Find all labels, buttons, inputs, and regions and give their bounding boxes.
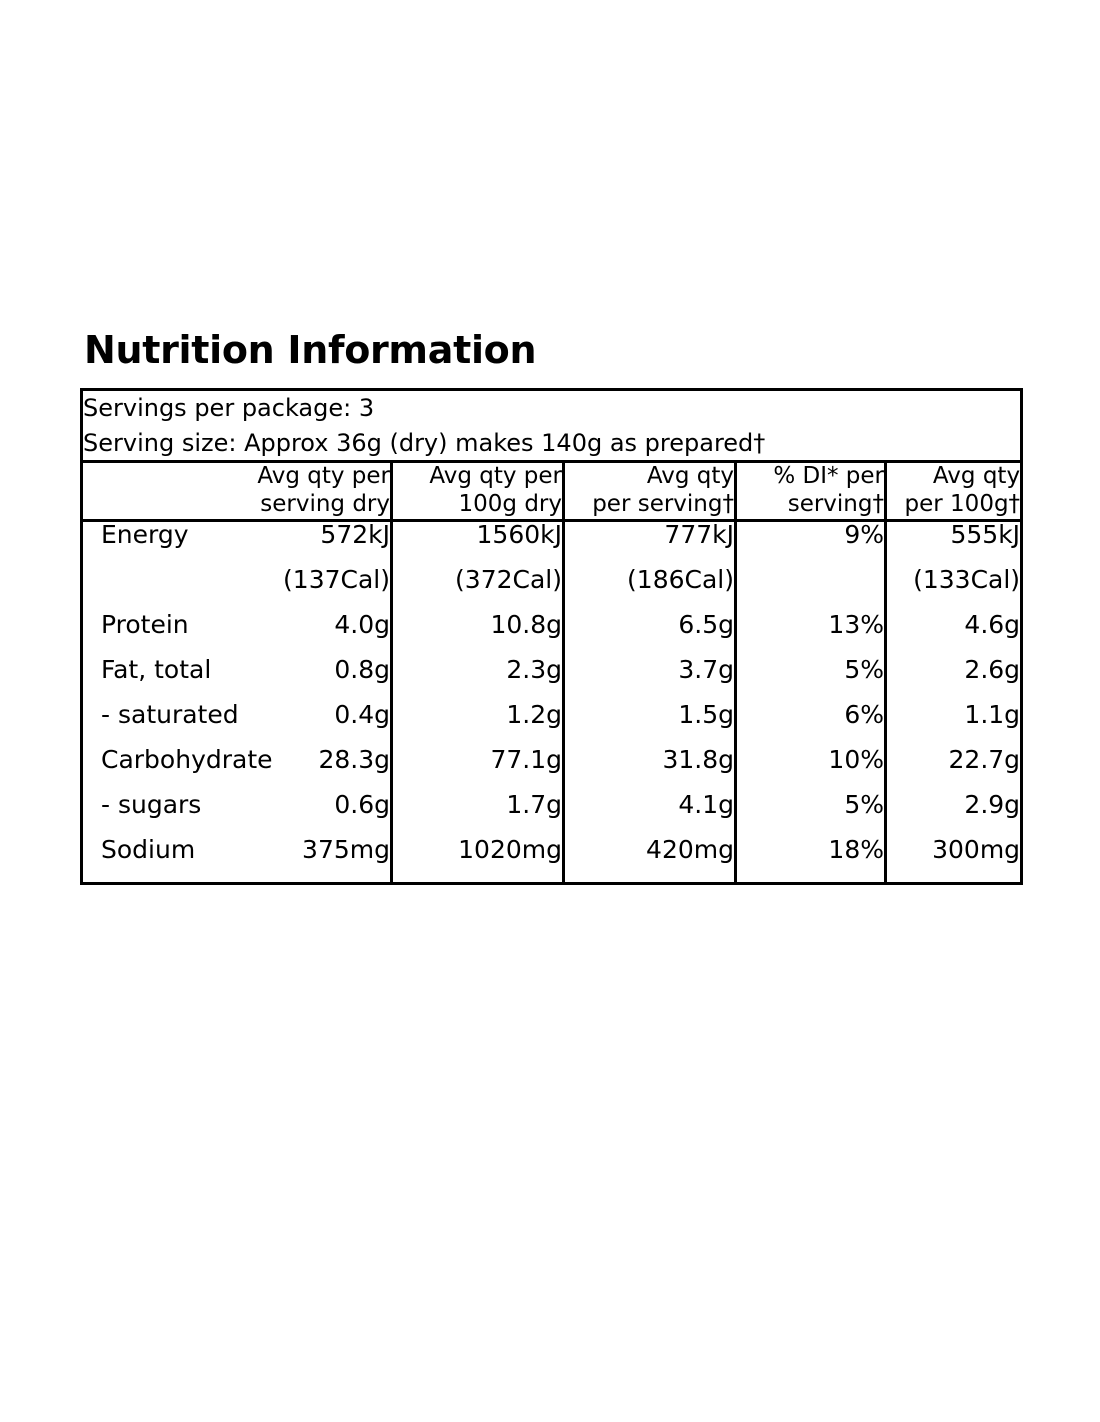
table-cell bbox=[393, 564, 562, 612]
table-cell bbox=[737, 567, 884, 612]
table-row bbox=[101, 519, 390, 567]
nutrient-value: 4.6g bbox=[964, 609, 1021, 639]
nutrient-value: 6.5g bbox=[678, 609, 734, 639]
nutrient-value: (137Cal) bbox=[283, 564, 390, 594]
table-cell bbox=[565, 699, 734, 747]
column-di-per-serving bbox=[736, 520, 886, 883]
header-line-2: per 100g† bbox=[904, 490, 1021, 517]
header-line-2: per serving† bbox=[592, 490, 734, 517]
table-cell bbox=[565, 654, 734, 702]
nutrient-value: 28.3g bbox=[318, 744, 390, 774]
nutrient-value: 300mg bbox=[932, 834, 1021, 864]
table-cell bbox=[393, 519, 562, 567]
column-header-per-100g bbox=[886, 462, 1022, 520]
nutrient-value: 1.1g bbox=[964, 699, 1021, 729]
nutrient-value: 13% bbox=[828, 609, 884, 639]
header-line-2: serving† bbox=[787, 490, 884, 517]
column-header-row bbox=[82, 462, 1022, 520]
nutrient-value: 77.1g bbox=[490, 744, 562, 774]
header-line-1: Avg qty bbox=[932, 463, 1021, 490]
serving-info-cell bbox=[82, 389, 1022, 462]
table-row bbox=[101, 789, 390, 837]
nutrient-label: Energy bbox=[101, 519, 189, 549]
nutrient-value: 9% bbox=[844, 519, 884, 549]
table-cell bbox=[393, 654, 562, 702]
nutrient-value: 555kJ bbox=[950, 519, 1021, 549]
table-cell bbox=[887, 699, 1021, 747]
nutrient-value: 2.6g bbox=[964, 654, 1021, 684]
nutrient-value: 31.8g bbox=[662, 744, 734, 774]
header-line-1: Avg qty bbox=[646, 463, 734, 490]
nutrition-information-panel bbox=[80, 330, 1020, 885]
column-header-100g-dry bbox=[392, 462, 564, 520]
table-cell bbox=[565, 519, 734, 567]
table-cell bbox=[565, 564, 734, 612]
nutrient-value: 1.2g bbox=[506, 699, 562, 729]
table-cell bbox=[887, 744, 1021, 792]
nutrient-label: Protein bbox=[101, 609, 189, 639]
header-line-2: 100g dry bbox=[458, 490, 562, 517]
nutrient-label: Sodium bbox=[101, 834, 196, 864]
nutrient-label: - sugars bbox=[101, 789, 202, 819]
column-header-per-serving bbox=[564, 462, 736, 520]
column-100g-dry bbox=[392, 520, 564, 883]
header-line-1: % DI* per bbox=[773, 463, 884, 490]
nutrient-value: 6% bbox=[844, 699, 884, 729]
table-cell bbox=[565, 609, 734, 657]
table-cell bbox=[737, 654, 884, 702]
nutrient-label: Fat, total bbox=[101, 654, 212, 684]
nutrient-value: 420mg bbox=[646, 834, 734, 864]
table-cell bbox=[737, 519, 884, 567]
column-serving-dry bbox=[82, 520, 392, 883]
nutrient-value: 22.7g bbox=[948, 744, 1021, 774]
header-line-2: serving dry bbox=[260, 490, 390, 517]
column-header-di-per-serving bbox=[736, 462, 886, 520]
table-cell bbox=[393, 699, 562, 747]
table-cell bbox=[737, 609, 884, 657]
nutrient-value: 4.1g bbox=[678, 789, 734, 819]
header-line-1: Avg qty per bbox=[257, 463, 390, 490]
nutrient-value: 1020mg bbox=[458, 834, 562, 864]
table-cell bbox=[565, 744, 734, 792]
nutrient-value: 0.4g bbox=[334, 699, 390, 729]
nutrient-value: 2.9g bbox=[964, 789, 1021, 819]
table-cell bbox=[393, 789, 562, 837]
table-cell bbox=[887, 519, 1021, 567]
table-row bbox=[101, 609, 390, 657]
nutrient-value: 0.6g bbox=[334, 789, 390, 819]
header-line-1: Avg qty per bbox=[429, 463, 562, 490]
servings-per-package: Servings per package: 3 bbox=[83, 393, 375, 422]
nutrient-label: - saturated bbox=[101, 699, 239, 729]
nutrient-value: (186Cal) bbox=[627, 564, 734, 594]
table-cell bbox=[737, 699, 884, 747]
table-row bbox=[101, 699, 390, 747]
nutrient-value: 10% bbox=[828, 744, 884, 774]
column-header-serving-dry bbox=[82, 462, 392, 520]
nutrient-data-row bbox=[82, 520, 1022, 883]
nutrient-value: 1560kJ bbox=[476, 519, 562, 549]
table-cell bbox=[887, 654, 1021, 702]
nutrient-value: (372Cal) bbox=[455, 564, 562, 594]
nutrient-value: 375mg bbox=[302, 834, 390, 864]
page-title: Nutrition Information bbox=[84, 328, 537, 372]
table-cell bbox=[393, 609, 562, 657]
nutrient-value: 777kJ bbox=[664, 519, 734, 549]
table-cell bbox=[887, 834, 1021, 882]
table-cell bbox=[737, 789, 884, 837]
table-cell bbox=[565, 789, 734, 837]
table-cell bbox=[393, 744, 562, 792]
table-cell bbox=[887, 609, 1021, 657]
table-row bbox=[101, 654, 390, 702]
column-per-serving bbox=[564, 520, 736, 883]
nutrient-value: (133Cal) bbox=[913, 564, 1021, 594]
table-cell bbox=[887, 789, 1021, 837]
table-row bbox=[101, 744, 390, 792]
nutrient-value: 1.5g bbox=[678, 699, 734, 729]
table-row bbox=[101, 564, 390, 612]
nutrient-value: 10.8g bbox=[490, 609, 562, 639]
nutrient-value: 0.8g bbox=[334, 654, 390, 684]
nutrient-value: 4.0g bbox=[334, 609, 390, 639]
column-per-100g bbox=[886, 520, 1022, 883]
nutrient-value: 3.7g bbox=[678, 654, 734, 684]
nutrient-value: 2.3g bbox=[506, 654, 562, 684]
nutrition-table bbox=[80, 388, 1023, 885]
table-cell bbox=[565, 834, 734, 882]
nutrient-value: 572kJ bbox=[320, 519, 390, 549]
table-row bbox=[101, 834, 390, 882]
nutrient-value: 18% bbox=[828, 834, 884, 864]
nutrient-label: Carbohydrate bbox=[101, 744, 273, 774]
nutrient-value: 1.7g bbox=[506, 789, 562, 819]
table-cell bbox=[737, 744, 884, 792]
table-cell bbox=[393, 834, 562, 882]
serving-size: Serving size: Approx 36g (dry) makes 140g as prepared† bbox=[83, 428, 766, 457]
serving-info-row bbox=[82, 389, 1022, 462]
nutrient-value: 5% bbox=[844, 789, 884, 819]
table-cell bbox=[737, 834, 884, 882]
table-cell bbox=[887, 564, 1021, 612]
nutrient-value: 5% bbox=[844, 654, 884, 684]
